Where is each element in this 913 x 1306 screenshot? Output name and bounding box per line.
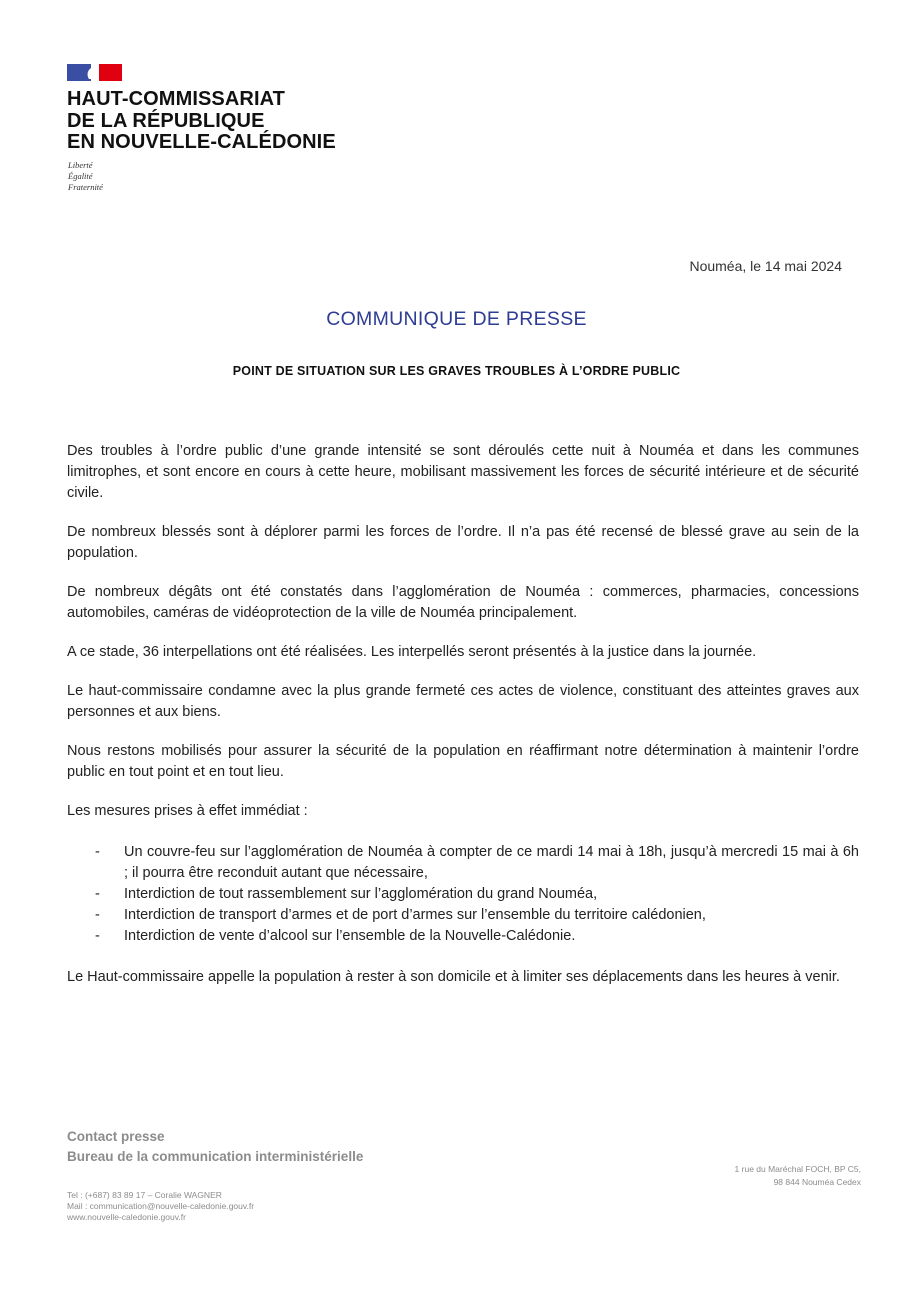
document-body	[67, 441, 859, 1006]
measure-item	[67, 926, 859, 947]
bullet-dash: -	[95, 844, 100, 860]
measure-text: Un couvre-feu sur l’agglomération de Nouméa à compter de ce mardi 14 mai à 18h, jusqu’à mercredi 15 mai à 6h ; il pourra être reconduit autant que nécessaire,	[124, 844, 859, 881]
institution-name	[67, 89, 336, 154]
body-paragraph: Nous restons mobilisés pour assurer la sécurité de la population en réaffirmant notre détermination à maintenir l’ordre public en tout point et en tout lieu.	[67, 743, 859, 780]
body-paragraph: Des troubles à l’ordre public d’une grande intensité se sont déroulés cette nuit à Nouméa et dans les communes limitrophes, et sont encore en cours à cette heure, mobilisant massivement les forces de sécurité intérieure et de sécurité civile.	[67, 443, 859, 501]
body-paragraph: De nombreux blessés sont à déplorer parmi les forces de l’ordre. Il n’a pas été recensé de blessé grave au sein de la population.	[67, 524, 859, 561]
motto-line: Fraternité	[68, 182, 103, 192]
contact-details	[67, 1190, 254, 1223]
bullet-dash: -	[95, 886, 100, 902]
address-line: 98 844 Nouméa Cedex	[773, 1177, 861, 1187]
measure-text: Interdiction de vente d’alcool sur l’ensemble de la Nouvelle-Calédonie.	[124, 928, 576, 944]
postal-address	[735, 1163, 861, 1189]
closing-paragraph: Le Haut-commissaire appelle la population à rester à son domicile et à limiter ses déplacements dans les heures à venir.	[67, 969, 840, 985]
institution-line: HAUT-COMMISSARIAT	[67, 88, 285, 110]
contact-title: Contact presse	[67, 1129, 165, 1144]
bullet-dash: -	[95, 907, 100, 923]
contact-phone: Tel : (+687) 83 89 17 – Coralie WAGNER	[67, 1190, 222, 1200]
document-date: Nouméa, le 14 mai 2024	[689, 258, 842, 274]
contact-email: Mail : communication@nouvelle-caledonie.gouv.fr	[67, 1201, 255, 1211]
institution-line: EN NOUVELLE-CALÉDONIE	[67, 131, 336, 153]
flag-blue-band	[67, 64, 91, 81]
motto-line: Liberté	[68, 160, 93, 170]
measure-item	[67, 905, 859, 926]
institution-line: DE LA RÉPUBLIQUE	[67, 109, 265, 132]
measure-item	[67, 884, 859, 905]
republic-motto	[68, 160, 103, 193]
marianne-logo	[67, 64, 122, 81]
flag-red-band	[99, 64, 122, 81]
measure-text: Interdiction de transport d’armes et de port d’armes sur l’ensemble du territoire calédonien,	[124, 907, 706, 923]
motto-line: Égalité	[68, 171, 93, 181]
body-paragraph: A ce stade, 36 interpellations ont été réalisées. Les interpellés seront présentés à la justice dans la journée.	[67, 644, 757, 660]
contact-website: www.nouvelle-caledonie.gouv.fr	[67, 1212, 186, 1222]
address-line: 1 rue du Maréchal FOCH, BP C5,	[734, 1164, 861, 1174]
body-paragraph: Le haut-commissaire condamne avec la plus grande fermeté ces actes de violence, constituant des atteintes graves aux personnes et aux biens.	[67, 683, 859, 720]
body-paragraph: De nombreux dégâts ont été constatés dans l’agglomération de Nouméa : commerces, pharmacies, concessions automobiles, caméras de vidéoprotection de la ville de Nouméa principalement.	[67, 584, 859, 621]
measures-intro: Les mesures prises à effet immédiat :	[67, 803, 308, 819]
bullet-dash: -	[95, 928, 100, 944]
measure-text: Interdiction de tout rassemblement sur l’agglomération du grand Nouméa,	[124, 886, 598, 902]
contact-office: Bureau de la communication interministérielle	[67, 1149, 364, 1164]
measure-item	[67, 842, 859, 884]
document-title: COMMUNIQUE DE PRESSE	[326, 308, 587, 330]
press-contact	[67, 1127, 363, 1167]
measures-list	[67, 842, 859, 947]
document-subtitle: POINT DE SITUATION SUR LES GRAVES TROUBLES À L’ORDRE PUBLIC	[232, 364, 681, 378]
